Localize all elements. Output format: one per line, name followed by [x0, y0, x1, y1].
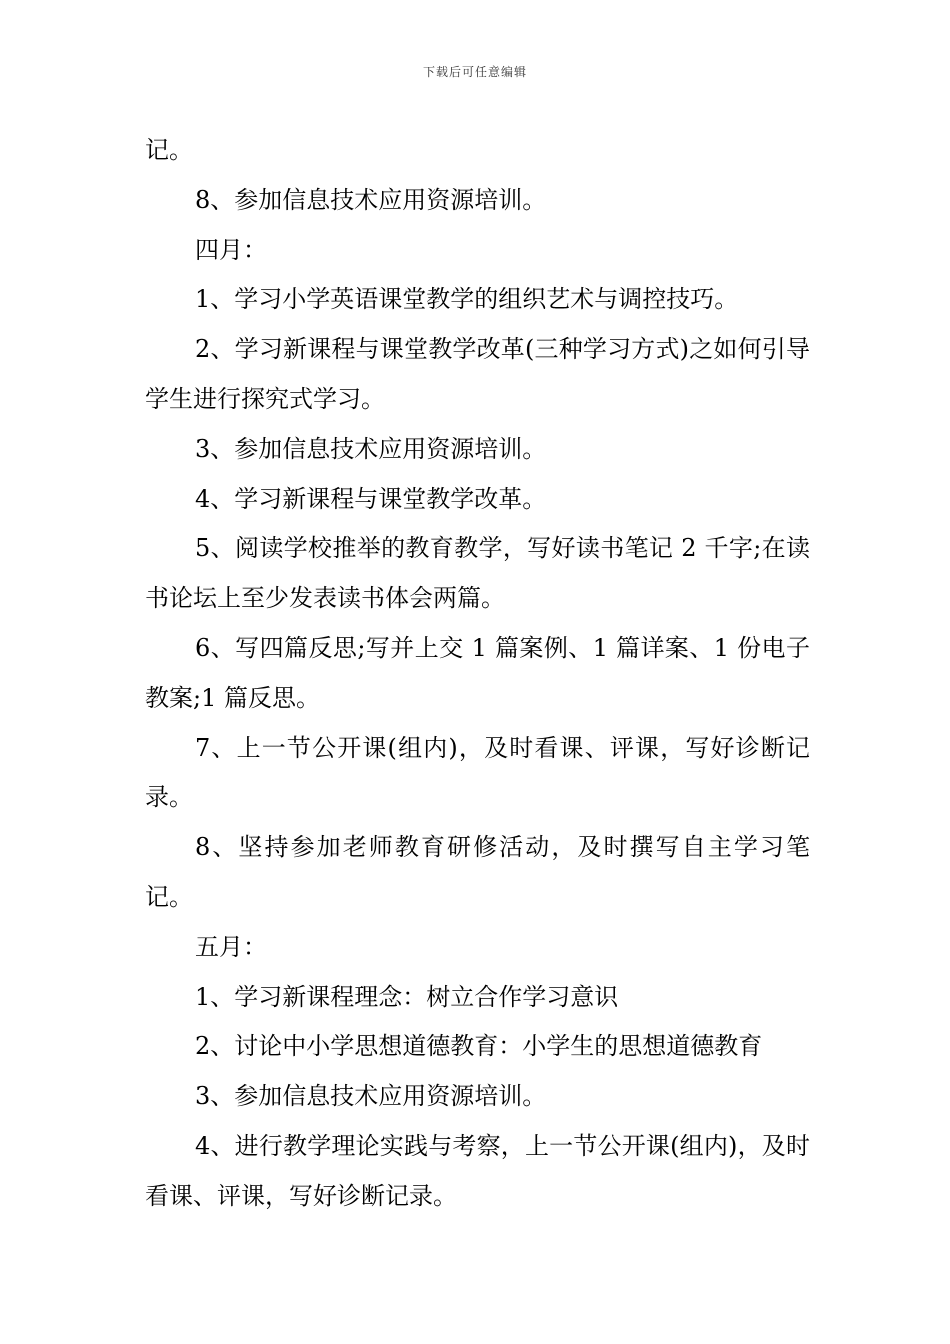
list-item: 4、学习新课程与课堂教学改革。 — [195, 484, 547, 513]
list-item: 6、写四篇反思;写并上交 1 篇案例、1 篇详案、1 份电子教案;1 篇反思。 — [145, 633, 810, 712]
document-body — [145, 126, 810, 1222]
list-item: 4、进行教学理论实践与考察，上一节公开课(组内)，及时看课、评课，写好诊断记录。 — [145, 1131, 810, 1210]
list-item: 3、参加信息技术应用资源培训。 — [195, 434, 547, 463]
list-item: 7、上一节公开课(组内)，及时看课、评课，写好诊断记录。 — [145, 733, 810, 812]
paragraph: 记。 — [145, 136, 193, 164]
list-item: 2、学习新课程与课堂教学改革(三种学习方式)之如何引导学生进行探究式学习。 — [145, 335, 810, 413]
list-item: 2、讨论中小学思想道德教育：小学生的思想道德教育 — [195, 1032, 763, 1061]
section-heading-may: 五月： — [195, 932, 267, 961]
list-item: 8、坚持参加老师教育研修活动，及时撰写自主学习笔记。 — [145, 833, 810, 911]
list-item: 3、参加信息技术应用资源培训。 — [195, 1082, 547, 1111]
page-header-note: 下载后可任意编辑 — [422, 65, 527, 79]
list-item: 1、学习新课程理念：树立合作学习意识 — [195, 982, 619, 1011]
list-item: 5、阅读学校推举的教育教学，写好读书笔记 2 千字;在读书论坛上至少发表读书体会两篇。 — [145, 534, 810, 613]
list-item: 1、学习小学英语课堂教学的组织艺术与调控技巧。 — [195, 285, 739, 314]
paragraph: 8、参加信息技术应用资源培训。 — [195, 185, 547, 214]
section-heading-april: 四月： — [195, 235, 267, 264]
